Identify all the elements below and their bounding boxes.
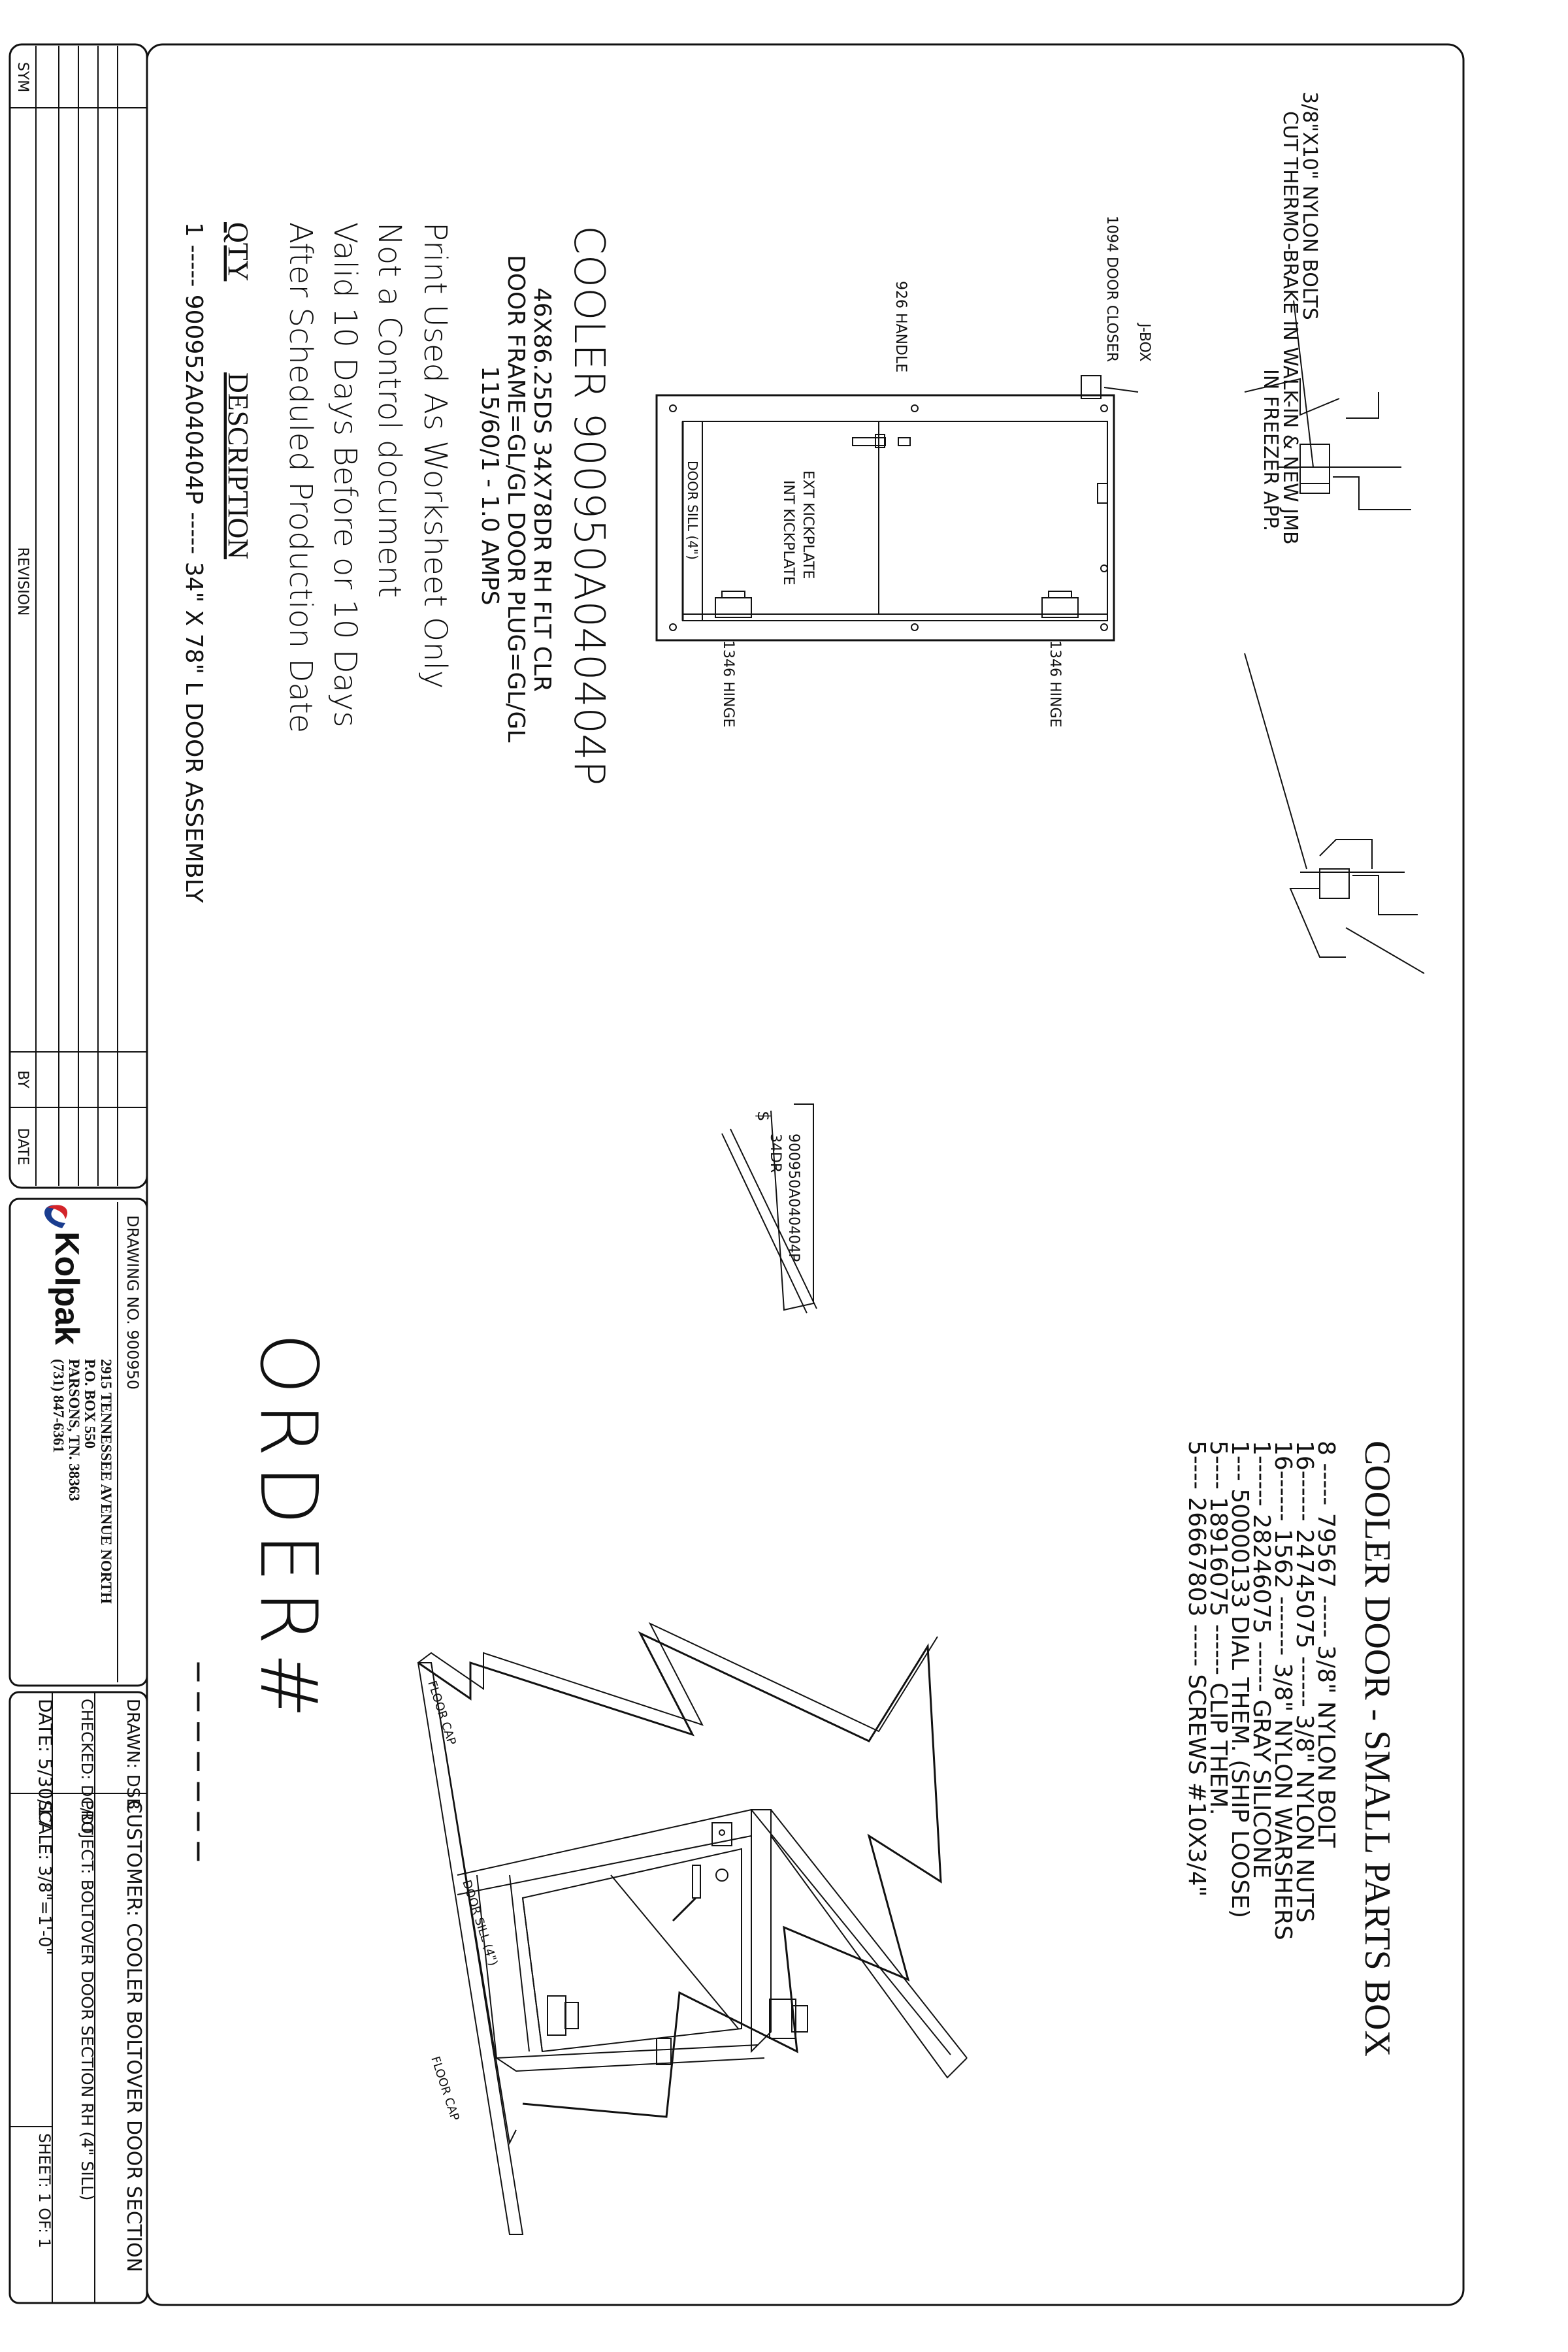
ext-kickplate-label: EXT KICKPLATE: [800, 470, 816, 580]
drawing-date: DATE: 5/30/17: [35, 1699, 56, 1829]
floor-cap-label-2: FLOOR CAP: [428, 2055, 462, 2123]
company-name: Kolpak: [48, 1232, 86, 1345]
customer: CUSTOMER: COOLER BOLTOVER DOOR SECTION: [122, 1800, 145, 2272]
address-line-2: P.O. BOX 550: [82, 1359, 98, 1449]
scale: SCALE: 3/8"=1'-0": [35, 1800, 54, 1955]
section-tag: [722, 1104, 817, 1313]
cooler-spec: [476, 225, 613, 785]
order-label: ORDER#: [242, 1333, 333, 1726]
worksheet-note-line-3: Valid 10 Days Before or 10 Days: [327, 222, 363, 728]
small-parts-title: COOLER DOOR - SMALL PARTS BOX: [1357, 1441, 1397, 2057]
bolt-detail: [1245, 91, 1424, 973]
small-parts-item-5: 1--- 50000133 DIAL THEM. (SHIP LOOSE): [1226, 1441, 1253, 1919]
title-block: [10, 1199, 147, 2303]
cooler-spec-line-3: 115/60/1 - 1.0 AMPS: [476, 366, 503, 606]
small-parts-item-1: 8 ----- 79567 ----- 3/8" NYLON BOLT: [1313, 1441, 1339, 1848]
date-col-label: DATE: [14, 1128, 31, 1166]
drawing-number: DRAWING NO. 900950: [123, 1215, 142, 1390]
int-kickplate-label: INT KICKPLATE: [780, 480, 796, 585]
worksheet-note-line-4: After Scheduled Production Date: [282, 222, 319, 734]
order-number: [197, 1333, 333, 1861]
drawn-by: DRAWN: DSB: [123, 1699, 142, 1810]
address-line-4: (731) 847-6361: [50, 1359, 67, 1453]
bolt-note: 3/8"X10" NYLON BOLTS: [1298, 91, 1321, 320]
qty-header: QTY: [222, 222, 254, 282]
handle-icon: [853, 434, 910, 448]
iso-hinge-bottom-icon: [770, 1999, 808, 2038]
iso-closer-icon: [657, 2038, 671, 2065]
description-header: DESCRIPTION: [222, 372, 254, 560]
worksheet-note: [282, 222, 453, 733]
worksheet-note-line-1: Print Used As Worksheet Only: [417, 222, 453, 689]
small-parts-item-2: 16------ 24745075 ------ 3/8" NYLON NUTS: [1291, 1441, 1318, 1923]
small-parts-item-6: 5---- 18916075 ------ CLIP THEM.: [1205, 1441, 1232, 1816]
isometric-door-view: [418, 1624, 967, 2234]
checked-by: CHECKED: DC/DT: [78, 1699, 96, 1835]
small-parts-box: [1183, 1441, 1397, 2057]
small-parts-item-3: 16------ 1562 ------- 3/8" NYLON WARSHERS: [1269, 1441, 1296, 1940]
revision-strip: [10, 44, 147, 1188]
door-elevation: [657, 216, 1152, 727]
address-line-3: PARSONS, TN. 38363: [66, 1359, 82, 1501]
jbox-label: J-BOX: [1136, 323, 1152, 362]
small-parts-item-7: 5---- 26667803 ----- SCREWS #10X3/4": [1183, 1441, 1210, 1897]
handle-label: 926 HANDLE: [892, 281, 909, 373]
cooler-spec-line-1: 46X86.25DS 34X78DR RH FLT CLR: [529, 287, 555, 692]
thermo-note-line-1: CUT THERMO-BRAKE IN WALK-IN & NEW JMB: [1279, 111, 1301, 545]
cooler-model: COOLER 900950A040404P: [564, 225, 613, 786]
parts-table: [180, 222, 254, 904]
by-label: BY: [14, 1070, 31, 1088]
section-part-number: 900950A040404P: [785, 1134, 802, 1262]
iso-handle-icon: [673, 1865, 700, 1921]
iso-hinge-top-icon: [547, 1996, 578, 2035]
revision-label: REVISION: [14, 547, 31, 616]
address-line-1: 2915 TENNESSEE AVENUE NORTH: [98, 1359, 114, 1604]
floor-cap-label-1: FLOOR CAP: [425, 1679, 459, 1747]
project: PROJECT: BOLTOVER DOOR SECTION RH (4" SILL): [78, 1800, 97, 2201]
parts-row: 1 ----- 900952A040404P ----- 34" X 78" L DOOR ASSEMBLY: [180, 222, 207, 903]
door-closer-icon: [1098, 483, 1107, 503]
door-closer-label: 1094 DOOR CLOSER: [1103, 216, 1120, 363]
hinge-top-label: 1346 HINGE: [1047, 640, 1063, 728]
hinge-bottom-label: 1346 HINGE: [720, 640, 736, 728]
kolpak-logo: [44, 1205, 86, 1345]
door-sill-label: DOOR SILL (4"): [685, 461, 700, 560]
sheet-number: SHEET: 1 OF: 1: [35, 2133, 54, 2249]
section-mark: $: [753, 1111, 773, 1122]
iso-sill-label: DOOR SILL (4"): [459, 1878, 500, 1968]
sym-label: SYM: [14, 61, 31, 93]
thermo-note-line-2: IN FREEZER APP.: [1259, 369, 1282, 532]
worksheet-note-line-2: Not a Control document: [371, 222, 408, 598]
cooler-spec-line-2: DOOR FRAME=GL/GL DOOR PLUG=GL/GL: [502, 255, 529, 743]
order-blank: _ _ _ _ _ _ _: [197, 1663, 239, 1861]
small-parts-item-4: 1------ 28246075 ------ GRAY SILICONE: [1248, 1441, 1275, 1879]
section-sub-label: 34DR: [767, 1134, 783, 1173]
